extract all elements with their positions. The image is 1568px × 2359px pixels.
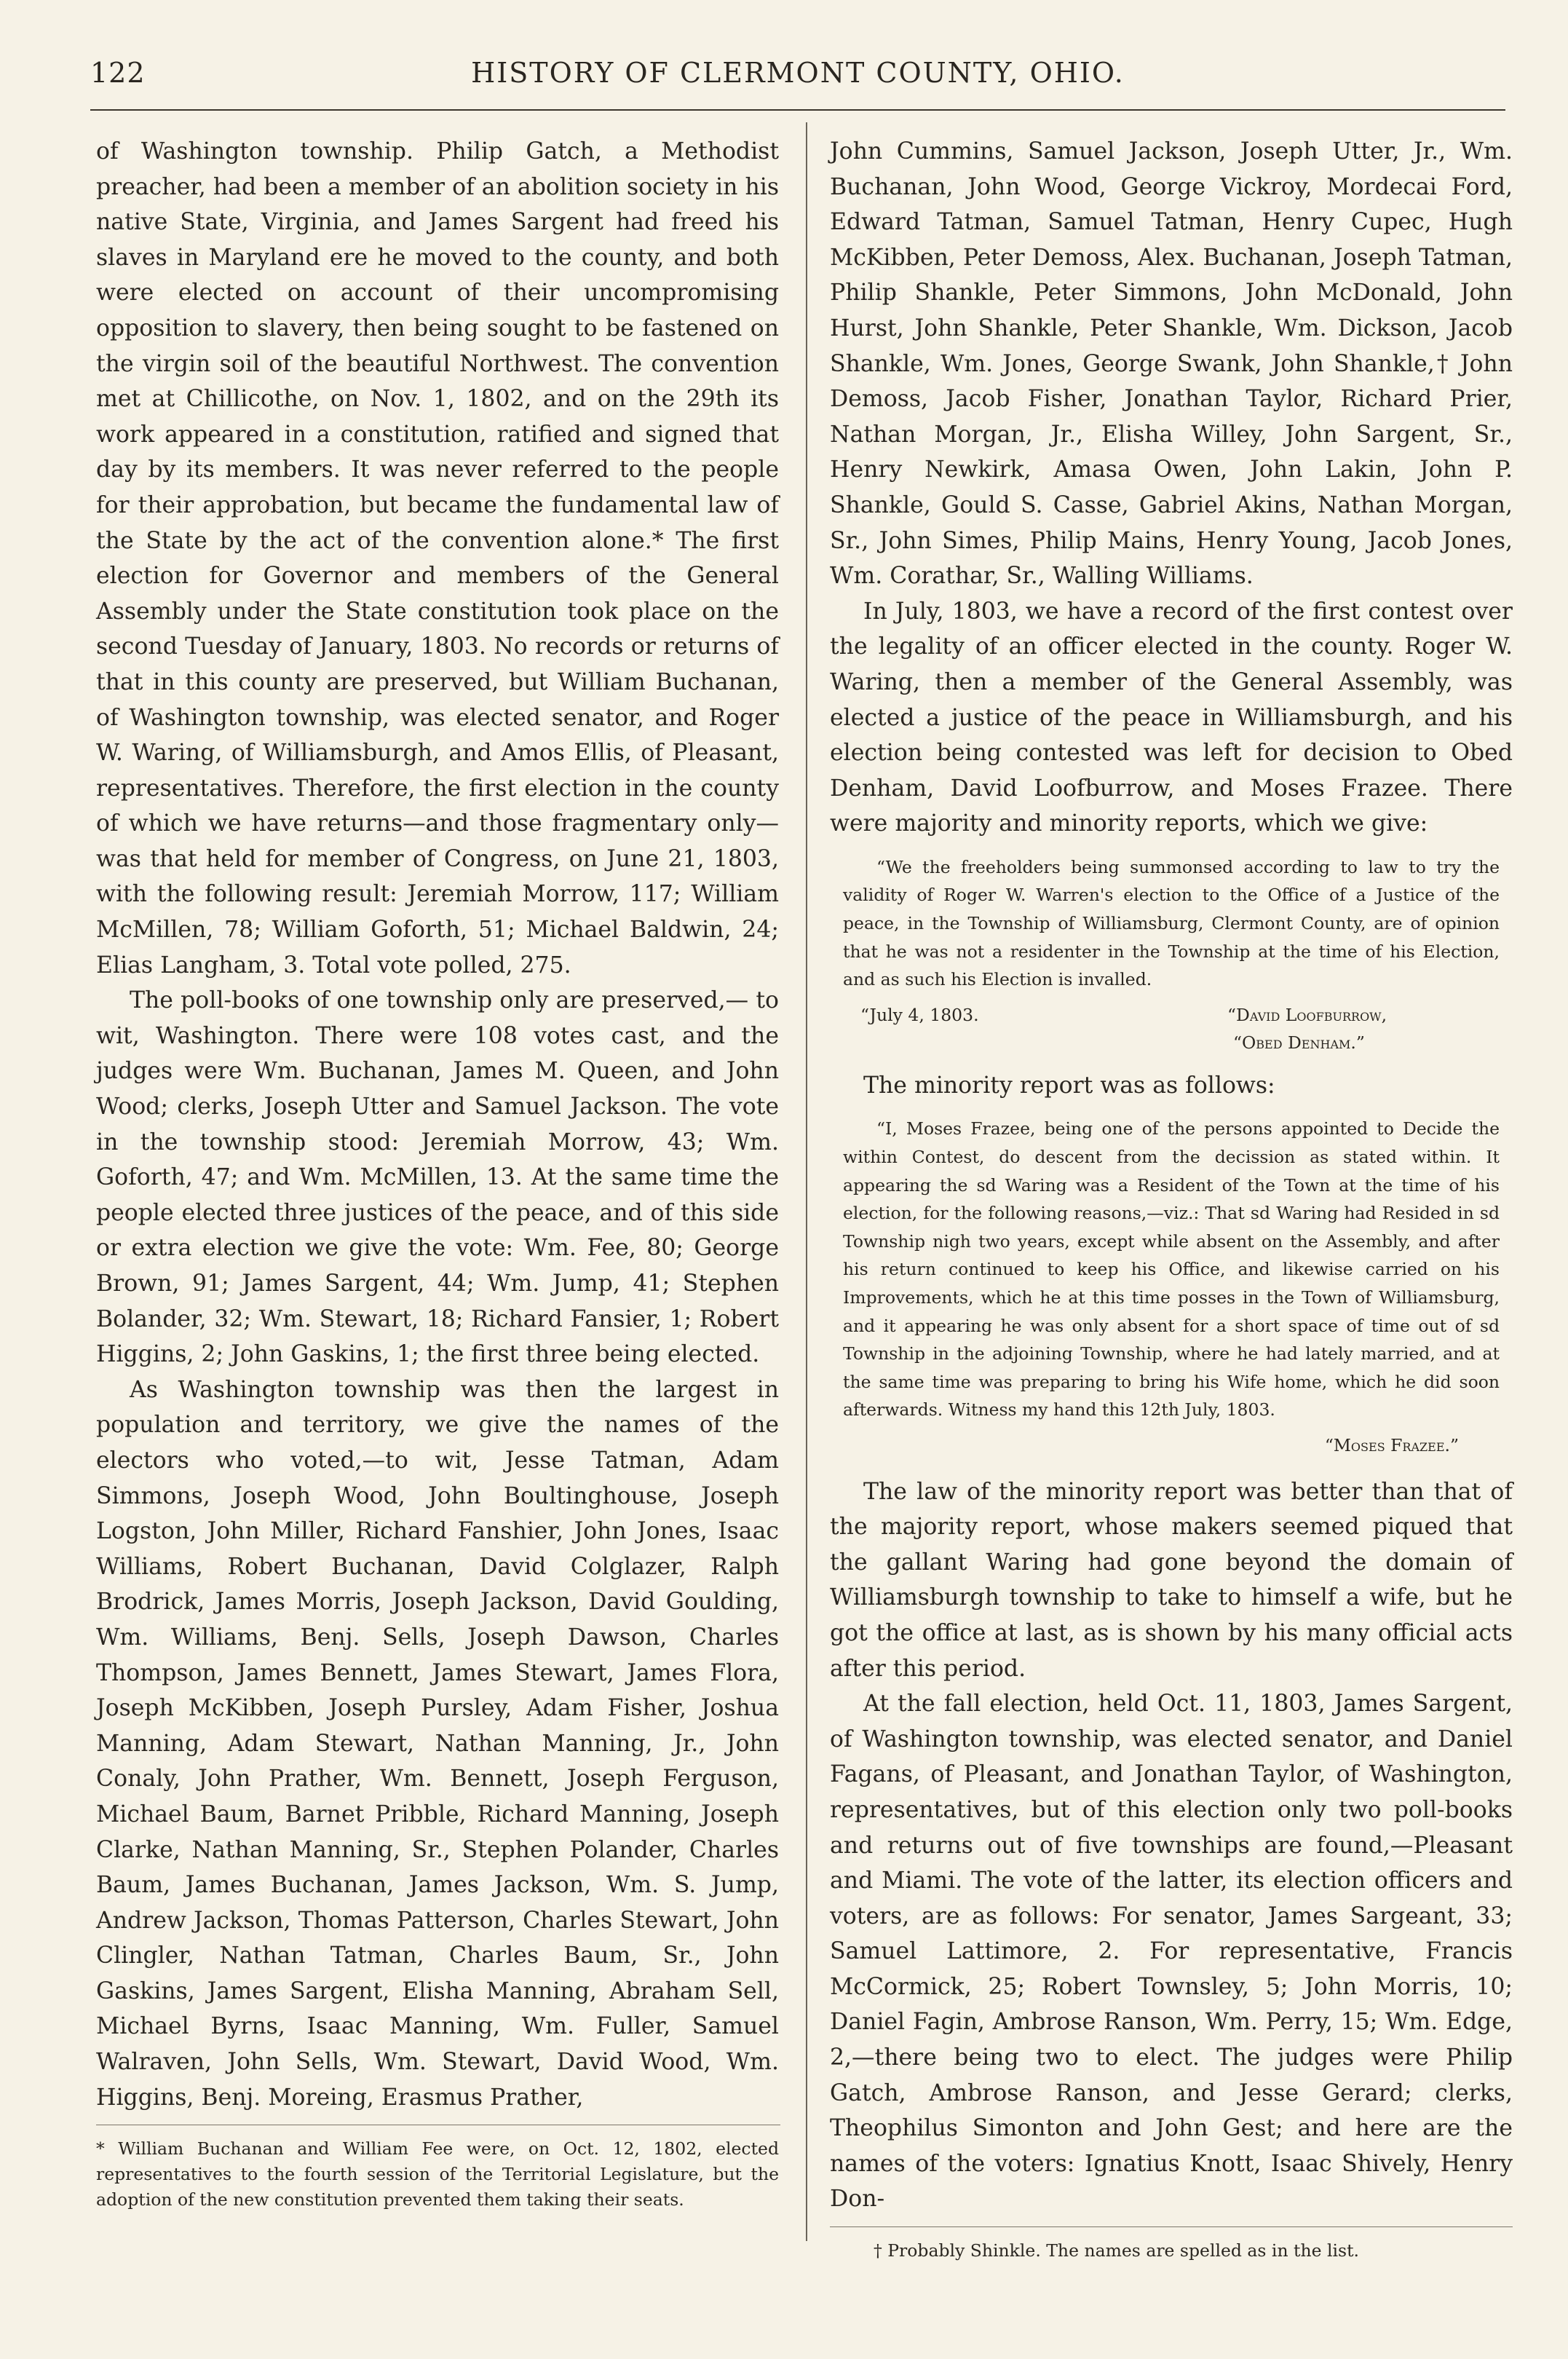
paragraph: The law of the minority report was better than that of the majority report, whose makers seemed piqued that the gallant Waring had gone beyond the domain of Williamsburgh township to take to himself a wife, but he got the office at last, as is shown by his many official acts after this period. — [830, 1478, 1513, 1682]
paragraph: John Cummins, Samuel Jackson, Joseph Utter, Jr., Wm. Buchanan, John Wood, George Vickroy, Mordecai Ford, Edward Tatman, Samuel Tatman, Henry Cupec, Hugh McKibben, Peter Demoss, Alex. Buchanan, Joseph Tatman, Philip Shankle, Peter Simmons, John McDonald, John Hurst, John Shankle, Peter Shankle, Wm. Dickson, Jacob Shankle, Wm. Jones, George Swank, John Shankle,† John Demoss, Jacob Fisher, Jonathan Taylor, Richard Prier, Nathan Morgan, Jr., Elisha Willey, John Sargent, Sr., Henry Newkirk, Amasa Owen, John Lakin, John P. Shankle, Gould S. Casse, Gabriel Akins, Nathan Morgan, Sr., John Simes, Philip Mains, Henry Young, Jacob Jones, Wm. Corathar, Sr., Walling Williams. — [830, 138, 1513, 590]
right-column — [830, 134, 1513, 2217]
signatory: “Obed Denham.” — [1233, 1032, 1365, 1053]
paragraph: The minority report was as follows: — [863, 1072, 1275, 1099]
header-rule — [90, 109, 1505, 111]
running-title: HISTORY OF CLERMONT COUNTY, OHIO. — [471, 57, 1125, 89]
quote-date: “July 4, 1803. — [860, 1004, 979, 1025]
left-column — [96, 134, 779, 2115]
paragraph: At the fall election, held Oct. 11, 1803, James Sargent, of Washington township, was elected senator, and Daniel Fagans, of Pleasant, and Jonathan Taylor, of Washington, representatives, but of this election only two poll-books and returns out of five townships are found,—Pleasant and Miami. The vote of the latter, its election officers and voters, are as follows: For senator, James Sargeant, 33; Samuel Lattimore, 2. For representative, Francis McCormick, 25; Robert Townsley, 5; John Morris, 10; Daniel Fagin, Ambrose Ranson, Wm. Perry, 15; Wm. Edge, 2,—there being two to elect. The judges were Philip Gatch, Ambrose Ranson, and Jesse Gerard; clerks, Theophilus Simonton and John Gest; and here are the names of the voters: Ignatius Knott, Isaac Shively, Henry Don- — [830, 1691, 1513, 2213]
majority-report-signature — [830, 1001, 1513, 1058]
footnote-rule — [830, 2226, 1513, 2227]
page-header — [90, 54, 1505, 99]
minority-report-quote: “I, Moses Frazee, being one of the persons appointed to Decide the within Contest, do descent from the decission as stated within. It appearing the sd Waring was a Resident of the Town at the time of his election, for the following reasons,—viz.: That sd Waring had Resided in sd Township nigh two years, except while absent on the Assembly, and after his return continued to keep his Office, and likewise carried on his Improvements, which he at this time posses in the Town of Williamsburg, and it appearing he was only absent for a short space of time out of sd Township in the adjoining Township, where he had lately married, and at the same time was preparing to bring his Wife home, which he did soon afterwards. Witness my hand this 12th July, 1803. — [843, 1118, 1500, 1420]
column-divider — [806, 122, 807, 2241]
paragraph: In July, 1803, we have a record of the first contest over the legality of an officer elected in the county. Roger W. Waring, then a member of the General Assembly, was elected a justice of the peace in Williamsburgh, and his election being contested was left for decision to Obed Denham, David Loofburrow, and Moses Frazee. There were majority and minority reports, which we give: — [830, 598, 1513, 837]
paragraph: The poll-books of one township only are preserved,— to wit, Washington. There were 108 votes cast, and the judges were Wm. Buchanan, James M. Queen, and John Wood; clerks, Joseph Utter and Samuel Jackson. The vote in the township stood: Jeremiah Morrow, 43; Wm. Goforth, 47; and Wm. McMillen, 13. At the same time the people elected three justices of the peace, and of this side or extra election we give the vote: Wm. Fee, 80; George Brown, 91; James Sargent, 44; Wm. Jump, 41; Stephen Bolander, 32; Wm. Stewart, 18; Richard Fansier, 1; Robert Higgins, 2; John Gaskins, 1; the first three being elected. — [96, 987, 779, 1368]
majority-report-quote: “We the freeholders being summonsed according to law to try the validity of Roger W. Warren's election to the Office of a Justice of the peace, in the Township of Williamsburg, Clermont County, are of opinion that he was not a residenter in the Township at the time of his Election, and as such his Election is invalled. — [843, 856, 1500, 990]
paragraph: As Washington township was then the largest in population and territory, we give the names of the electors who voted,—to wit, Jesse Tatman, Adam Simmons, Joseph Wood, John Boultinghouse, Joseph Logston, John Miller, Richard Fanshier, John Jones, Isaac Williams, Robert Buchanan, David Colglazer, Ralph Brodrick, James Morris, Joseph Jackson, David Goulding, Wm. Williams, Benj. Sells, Joseph Dawson, Charles Thompson, James Bennett, James Stewart, James Flora, Joseph McKibben, Joseph Pursley, Adam Fisher, Joshua Manning, Adam Stewart, Nathan Manning, Jr., John Conaly, John Prather, Wm. Bennett, Joseph Ferguson, Michael Baum, Barnet Pribble, Richard Manning, Joseph Clarke, Nathan Manning, Sr., Stephen Polander, Charles Baum, James Buchanan, James Jackson, Wm. S. Jump, Andrew Jackson, Thomas Patterson, Charles Stewart, John Clingler, Nathan Tatman, Charles Baum, Sr., John Gaskins, James Sargent, Elisha Manning, Abraham Sell, Michael Byrns, Isaac Manning, Wm. Fuller, Samuel Walraven, John Sells, Wm. Stewart, David Wood, Wm. Higgins, Benj. Moreing, Erasmus Prather, — [96, 1376, 779, 2111]
signatory: “David Loofburrow, — [1227, 1004, 1387, 1025]
footnote: * William Buchanan and William Fee were, on Oct. 12, 1802, elected representatives to the fourth session of the Territorial Legislature, but the adoption of the new constitution prevented them taking their seats. — [96, 2138, 779, 2210]
paragraph: of Washington township. Philip Gatch, a Methodist preacher, had been a member of an abolition society in his native State, Virginia, and James Sargent had freed his slaves in Maryland ere he moved to the county, and both were elected on account of their uncompromising opposition to slavery, then being sought to be fastened on the virgin soil of the beautiful Northwest. The convention met at Chillicothe, on Nov. 1, 1802, and on the 29th its work appeared in a constitution, ratified and signed that day by its members. It was never referred to the people for their approbation, but became the fundamental law of the State by the act of the convention alone.* The first election for Governor and members of the General Assembly under the State constitution took place on the second Tuesday of January, 1803. No records or returns of that in this county are preserved, but William Buchanan, of Washington township, was elected senator, and Roger W. Waring, of Williamsburgh, and Amos Ellis, of Pleasant, representatives. Therefore, the first election in the county of which we have returns—and those fragmentary only—was that held for member of Congress, on June 21, 1803, with the following result: Jeremiah Morrow, 117; William McMillen, 78; William Goforth, 51; Michael Baldwin, 24; Elias Langham, 3. Total vote polled, 275. — [96, 138, 779, 979]
footnote: † Probably Shinkle. The names are spelled as in the list. — [874, 2240, 1360, 2261]
minority-report-signature: “Moses Frazee.” — [1324, 1434, 1459, 1455]
page-number: 122 — [90, 57, 146, 89]
